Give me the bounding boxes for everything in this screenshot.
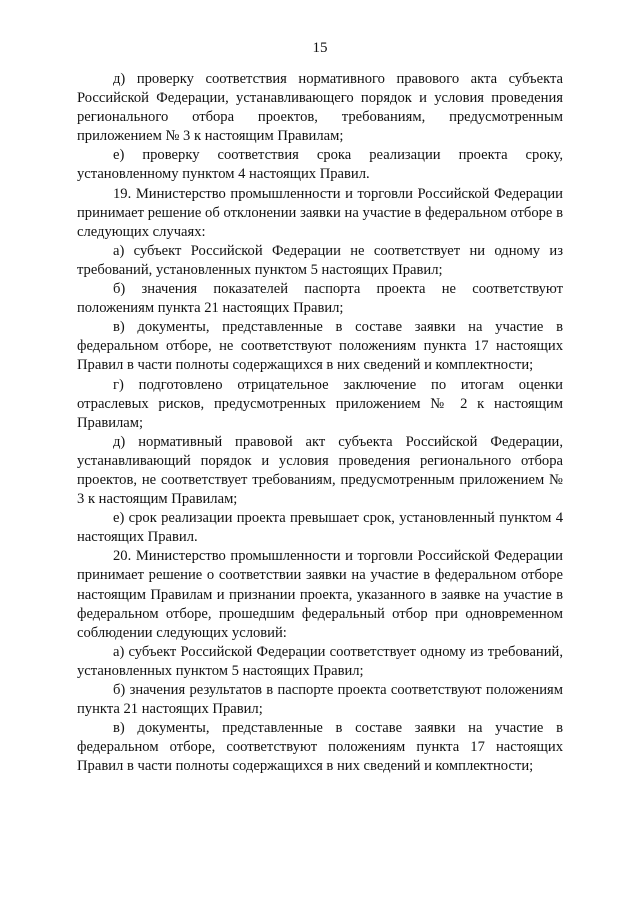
- paragraph-20-b: б) значения результатов в паспорте проекта соответствуют положениям пункта 21 настоящих Правил;: [77, 682, 563, 718]
- paragraph-19-a: а) субъект Российской Федерации не соответствует ни одному из требований, установленных пунктом 5 настоящих Правил;: [77, 242, 563, 278]
- paragraph-d-check-act: д) проверку соответствия нормативного правового акта субъекта Российской Федерации, устанавливающего порядок и условия проведения регионального отбора проектов, требованиям, предусмотренным приложением № 3 к настоящим Правилам;: [77, 71, 563, 145]
- paragraph-e-check-term: е) проверку соответствия срока реализации проекта сроку, установленному пунктом 4 настоящих Правил.: [77, 147, 563, 183]
- document-body: [77, 70, 563, 776]
- paragraph-20-v: в) документы, представленные в составе заявки на участие в федеральном отборе, соответствуют положениям пункта 17 настоящих Правил в части полноты содержащихся в них сведений и комплектности;: [77, 720, 563, 775]
- paragraph-20: 20. Министерство промышленности и торговли Российской Федерации принимает решение о соответствии заявки на участие в федеральном отборе настоящим Правилам и признании проекта, указанного в заявке на участие в федеральном отборе, прошедшим федеральный отбор при одновременном соблюдении следующих условий:: [77, 548, 563, 641]
- paragraph-19-b: б) значения показателей паспорта проекта не соответствуют положениям пункта 21 настоящих Правил;: [77, 281, 563, 317]
- page-number: 15: [312, 40, 328, 56]
- paragraph-20-a: а) субъект Российской Федерации соответствует одному из требований, установленных пунктом 5 настоящих Правил;: [77, 643, 563, 679]
- paragraph-19-v: в) документы, представленные в составе заявки на участие в федеральном отборе, не соответствуют положениям пункта 17 настоящих Правил в части полноты содержащихся в них сведений и комплектности;: [77, 319, 563, 374]
- paragraph-19-d: д) нормативный правовой акт субъекта Российской Федерации, устанавливающий порядок и условия проведения регионального отбора проектов, не соответствует требованиям, предусмотренным приложением № 3 к настоящим Правилам;: [77, 433, 563, 508]
- paragraph-19-g: г) подготовлено отрицательное заключение по итогам оценки отраслевых рисков, предусмотренных приложением № 2 к настоящим Правилам;: [77, 376, 563, 431]
- paragraph-19-e: е) срок реализации проекта превышает срок, установленный пунктом 4 настоящих Правил.: [77, 510, 563, 546]
- paragraph-19: 19. Министерство промышленности и торговли Российской Федерации принимает решение об отклонении заявки на участие в федеральном отборе в следующих случаях:: [77, 185, 563, 240]
